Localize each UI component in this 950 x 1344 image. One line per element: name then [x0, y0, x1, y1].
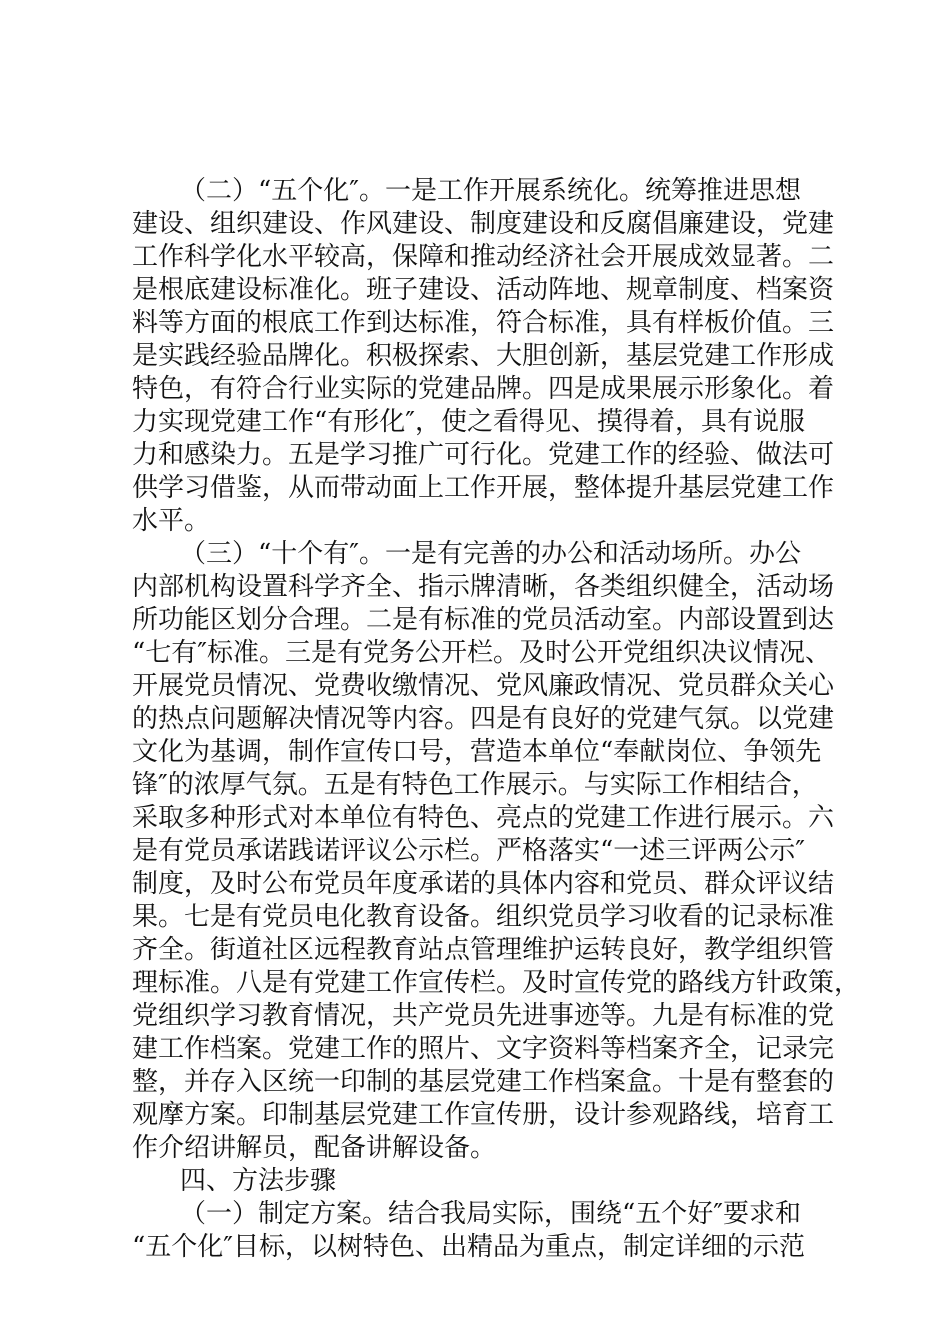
text-line: 工作科学化水平较高，保障和推动经济社会开展成效显著。二: [132, 242, 835, 272]
text-line: （二）“五个化″。一是工作开展系统化。统筹推进思想: [180, 176, 802, 206]
text-line: 建工作档案。党建工作的照片、文字资料等档案齐全，记录完: [132, 1034, 835, 1064]
text-line: 内部机构设置科学齐全、指示牌清晰，各类组织健全，活动场: [132, 572, 835, 602]
text-line: 锋″的浓厚气氛。五是有特色工作展示。与实际工作相结合，: [132, 770, 818, 800]
text-line: 建设、组织建设、作风建设、制度建设和反腐倡廉建设，党建: [132, 209, 835, 239]
text-line: 制度，及时公布党员年度承诺的具体内容和党员、群众评议结: [132, 869, 835, 899]
text-line: 是根底建设标准化。班子建设、活动阵地、规章制度、档案资: [132, 275, 835, 305]
text-line: 力和感染力。五是学习推广可行化。党建工作的经验、做法可: [132, 440, 835, 470]
text-line: 供学习借鉴，从而带动面上工作开展，整体提升基层党建工作: [132, 473, 835, 503]
section-heading: 四、方法步骤: [180, 1166, 337, 1196]
text-line: 水平。: [132, 506, 211, 536]
text-line: 采取多种形式对本单位有特色、亮点的党建工作进行展示。六: [132, 803, 835, 833]
text-line: 作介绍讲解员，配备讲解设备。: [132, 1133, 497, 1163]
text-line: 理标准。八是有党建工作宣传栏。及时宣传党的路线方针政策，: [132, 968, 861, 998]
text-line: 特色，有符合行业实际的党建品牌。四是成果展示形象化。着: [132, 374, 835, 404]
text-line: 齐全。街道社区远程教育站点管理维护运转良好，教学组织管: [132, 935, 835, 965]
text-line: 所功能区划分合理。二是有标准的党员活动室。内部设置到达: [132, 605, 835, 635]
text-line: 观摩方案。印制基层党建工作宣传册，设计参观路线，培育工: [132, 1100, 835, 1130]
text-line: 是有党员承诺践诺评议公示栏。严格落实“一述三评两公示″: [132, 836, 806, 866]
text-line: （一）制定方案。结合我局实际，围绕“五个好″要求和: [180, 1199, 802, 1229]
text-line: 的热点问题解决情况等内容。四是有良好的党建气氛。以党建: [132, 704, 835, 734]
text-line: 力实现党建工作“有形化″，使之看得见、摸得着，具有说服: [132, 407, 806, 437]
text-line: （三）“十个有″。一是有完善的办公和活动场所。办公: [180, 539, 802, 569]
text-line: “七有″标准。三是有党务公开栏。及时公开党组织决议情况、: [132, 638, 832, 668]
text-line: 是实践经验品牌化。积极探索、大胆创新，基层党建工作形成: [132, 341, 835, 371]
text-line: 果。七是有党员电化教育设备。组织党员学习收看的记录标准: [132, 902, 835, 932]
text-line: 文化为基调，制作宣传口号，营造本单位“奉献岗位、争领先: [132, 737, 822, 767]
text-line: 开展党员情况、党费收缴情况、党风廉政情况、党员群众关心: [132, 671, 835, 701]
text-line: 整，并存入区统一印制的基层党建工作档案盒。十是有整套的: [132, 1067, 835, 1097]
text-line: 党组织学习教育情况，共产党员先进事迹等。九是有标准的党: [132, 1001, 835, 1031]
text-line: 料等方面的根底工作到达标准，符合标准，具有样板价值。三: [132, 308, 835, 338]
text-line: “五个化″目标，以树特色、出精品为重点，制定详细的示范: [132, 1232, 806, 1262]
